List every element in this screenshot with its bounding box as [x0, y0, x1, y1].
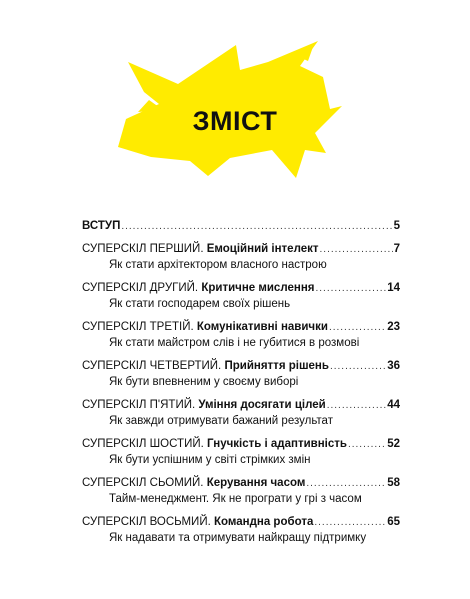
toc-entry[interactable]	[82, 243, 400, 272]
toc-entry-line	[82, 321, 400, 334]
dot-leader	[330, 360, 386, 373]
toc-entry-title: Керування часом	[206, 477, 306, 489]
toc-entry-line	[82, 516, 400, 529]
toc-entry-line	[82, 282, 400, 295]
toc-entry-title: Командна робота	[214, 516, 314, 528]
dot-leader	[314, 516, 386, 529]
toc-entry-label	[82, 438, 347, 451]
dot-leader	[320, 243, 393, 256]
toc-entry-page-number: 14	[387, 282, 400, 294]
toc-entry-line	[82, 438, 400, 451]
toc-entry-label	[82, 321, 328, 334]
dot-leader	[327, 399, 387, 412]
dot-leader	[121, 220, 392, 233]
page-title: ЗМІСТ	[192, 106, 278, 136]
toc-entry-subtitle: Як завжди отримувати бажаний результат	[109, 415, 333, 427]
toc-entry-title: Комунікативні навички	[196, 321, 328, 333]
dot-leader	[348, 438, 386, 451]
toc-entry[interactable]	[82, 282, 400, 311]
dot-leader	[306, 477, 386, 490]
toc-entry-label	[82, 477, 305, 490]
toc-entry-prefix: СУПЕРСКІЛ СЬОМИЙ.	[82, 477, 204, 489]
toc-entry-prefix: СУПЕРСКІЛ П'ЯТИЙ.	[82, 399, 196, 411]
toc-entry-page-number: 5	[393, 220, 400, 232]
toc-entry-prefix: СУПЕРСКІЛ ВОСЬМИЙ.	[82, 516, 211, 528]
toc-entry[interactable]	[82, 516, 400, 545]
toc-entry-subtitle: Тайм-менеджмент. Як не програти у грі з часом	[109, 493, 362, 505]
toc-entry-prefix: СУПЕРСКІЛ ЧЕТВЕРТИЙ.	[82, 360, 222, 372]
toc-entry-page-number: 65	[387, 516, 400, 528]
toc-entry-title: Емоційний інтелект	[206, 243, 319, 255]
toc-entry-page-number: 7	[393, 243, 400, 255]
toc-entry-label	[82, 220, 120, 233]
toc-entry-subtitle: Як бути впевненим у своєму виборі	[109, 376, 299, 388]
toc-entry-label	[82, 399, 326, 412]
toc-entry[interactable]	[82, 438, 400, 467]
toc-entry-subtitle: Як бути успішним у світі стрімких змін	[109, 454, 311, 466]
toc-entry[interactable]	[82, 399, 400, 428]
toc-entry-page-number: 52	[387, 438, 400, 450]
toc-entry-label	[82, 243, 319, 256]
toc-entry[interactable]	[82, 220, 400, 233]
toc-entry-prefix: СУПЕРСКІЛ ДРУГИЙ.	[82, 282, 199, 294]
toc-entry-title: Гнучкість і адаптивність	[207, 438, 347, 450]
toc-entry-line	[82, 399, 400, 412]
toc-entry-subtitle: Як надавати та отримувати найкращу підтримку	[109, 532, 367, 544]
toc-entry-prefix: СУПЕРСКІЛ ТРЕТІЙ.	[82, 321, 194, 333]
toc-entry-page-number: 23	[387, 321, 400, 333]
toc-entry-title: Прийняття рішень	[224, 360, 329, 372]
dot-leader	[329, 321, 386, 334]
toc-entry-line	[82, 220, 400, 233]
toc-entry-label	[82, 360, 329, 373]
toc-entry-line	[82, 360, 400, 373]
toc-entry-line	[82, 477, 400, 490]
toc-entry-prefix: СУПЕРСКІЛ ПЕРШИЙ.	[82, 243, 204, 255]
toc-entry[interactable]	[82, 477, 400, 506]
yellow-burst-graphic	[0, 0, 470, 200]
toc-entry-label	[82, 282, 314, 295]
table-of-contents	[82, 220, 400, 555]
toc-entry-label	[82, 516, 313, 529]
toc-entry-title: Критичне мислення	[201, 282, 315, 294]
toc-entry-page-number: 58	[387, 477, 400, 489]
toc-entry-subtitle: Як стати майстром слів і не губитися в розмові	[109, 337, 360, 349]
toc-entry-line	[82, 243, 400, 256]
toc-entry-page-number: 36	[387, 360, 400, 372]
toc-entry-title: Уміння досягати цілей	[198, 399, 326, 411]
toc-entry-page-number: 44	[387, 399, 400, 411]
toc-entry-prefix: ВСТУП	[82, 220, 121, 232]
dot-leader	[315, 282, 386, 295]
toc-entry-subtitle: Як стати архітектором власного настрою	[109, 259, 327, 271]
toc-entry[interactable]	[82, 360, 400, 389]
toc-entry-subtitle: Як стати господарем своїх рішень	[109, 298, 291, 310]
toc-entry[interactable]	[82, 321, 400, 350]
toc-entry-prefix: СУПЕРСКІЛ ШОСТИЙ.	[82, 438, 204, 450]
